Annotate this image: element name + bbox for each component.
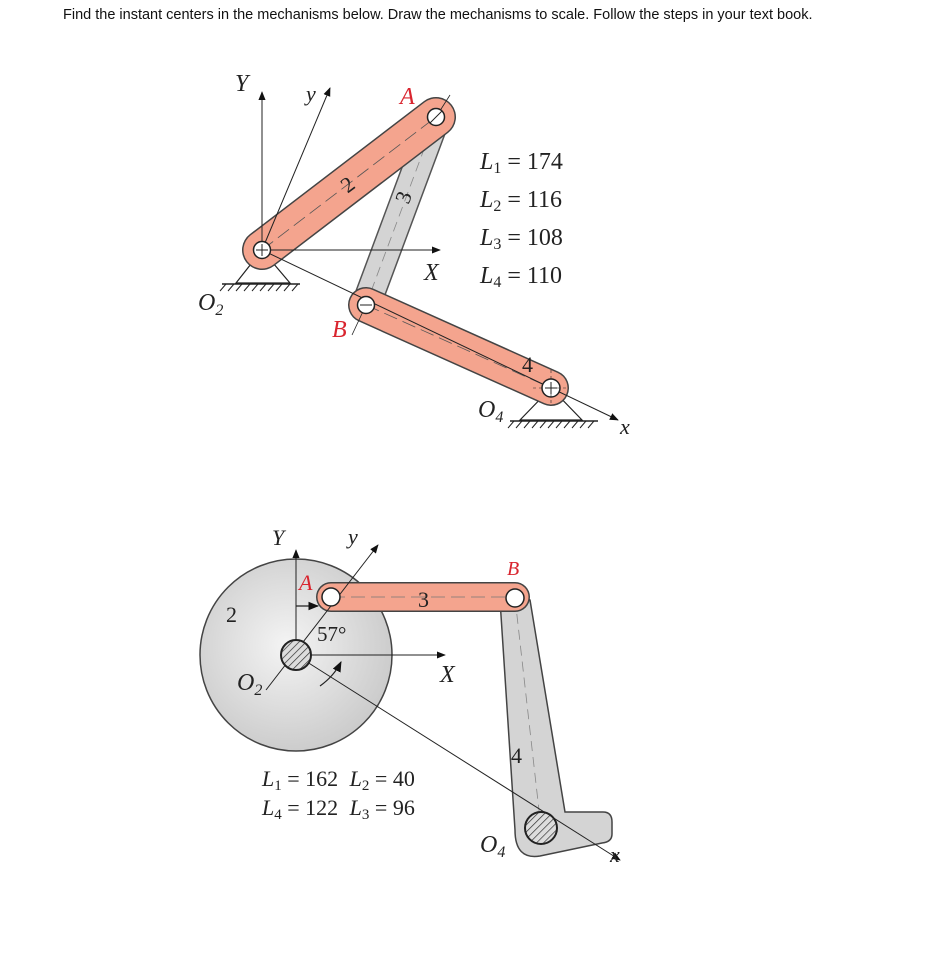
link-lengths-2	[261, 766, 415, 823]
shaft-o4	[525, 812, 557, 844]
lengths-row-2: L4 = 122 L3 = 96	[262, 795, 415, 823]
label-B: B	[332, 317, 347, 343]
shaft-o2	[281, 640, 311, 670]
length-L2: L2 = 116	[480, 187, 563, 215]
length-L1: L1 = 174	[480, 149, 563, 177]
angle-label: 57°	[317, 622, 347, 646]
link-number-2: 2	[335, 171, 360, 198]
x-axis-local-2	[296, 655, 620, 860]
length-L3: L3 = 108	[480, 225, 563, 253]
label-y-local: y	[306, 81, 316, 106]
label-x-local: x	[620, 414, 630, 439]
label-O4: $O_4$	[478, 397, 504, 426]
pin-o2	[254, 242, 271, 259]
length-L4: L4 = 110	[480, 263, 563, 291]
figure-1	[198, 71, 630, 439]
link-number-3-fig2: 3	[418, 587, 429, 612]
pin-b	[358, 297, 375, 314]
link-number-3: 3	[389, 187, 417, 207]
problem-instructions: Find the instant centers in the mechanisms below. Draw the mechanisms to scale. Follow the steps in your text book.	[63, 7, 813, 23]
lengths-row-1: L1 = 162 L2 = 40	[262, 766, 415, 794]
link-number-4: 4	[522, 352, 533, 377]
label-A: A	[400, 84, 415, 110]
label-O4-2: $O_4$	[480, 832, 506, 861]
figure-2	[200, 524, 620, 867]
label-A-2: A	[299, 570, 313, 595]
label-O2-2: $O_2$	[237, 670, 263, 699]
link-number-4-fig2: 4	[511, 743, 522, 768]
label-Y-global: Y	[235, 71, 249, 97]
pin-b-2	[506, 589, 524, 607]
link-number-2-fig2: 2	[226, 602, 237, 627]
label-X-global-2: X	[440, 662, 455, 688]
label-y-local-2: y	[348, 524, 358, 549]
label-X-global: X	[424, 260, 439, 286]
label-O2: $O_2$	[198, 290, 224, 319]
link-4-rocker	[500, 593, 612, 856]
link-lengths-1	[479, 149, 563, 291]
x-axis-local	[262, 250, 618, 420]
label-Y-global-2: Y	[272, 525, 285, 550]
pin-a-2	[322, 588, 340, 606]
pin-a	[428, 109, 445, 126]
label-x-local-2: x	[610, 842, 620, 867]
label-B-2: B	[507, 558, 520, 580]
